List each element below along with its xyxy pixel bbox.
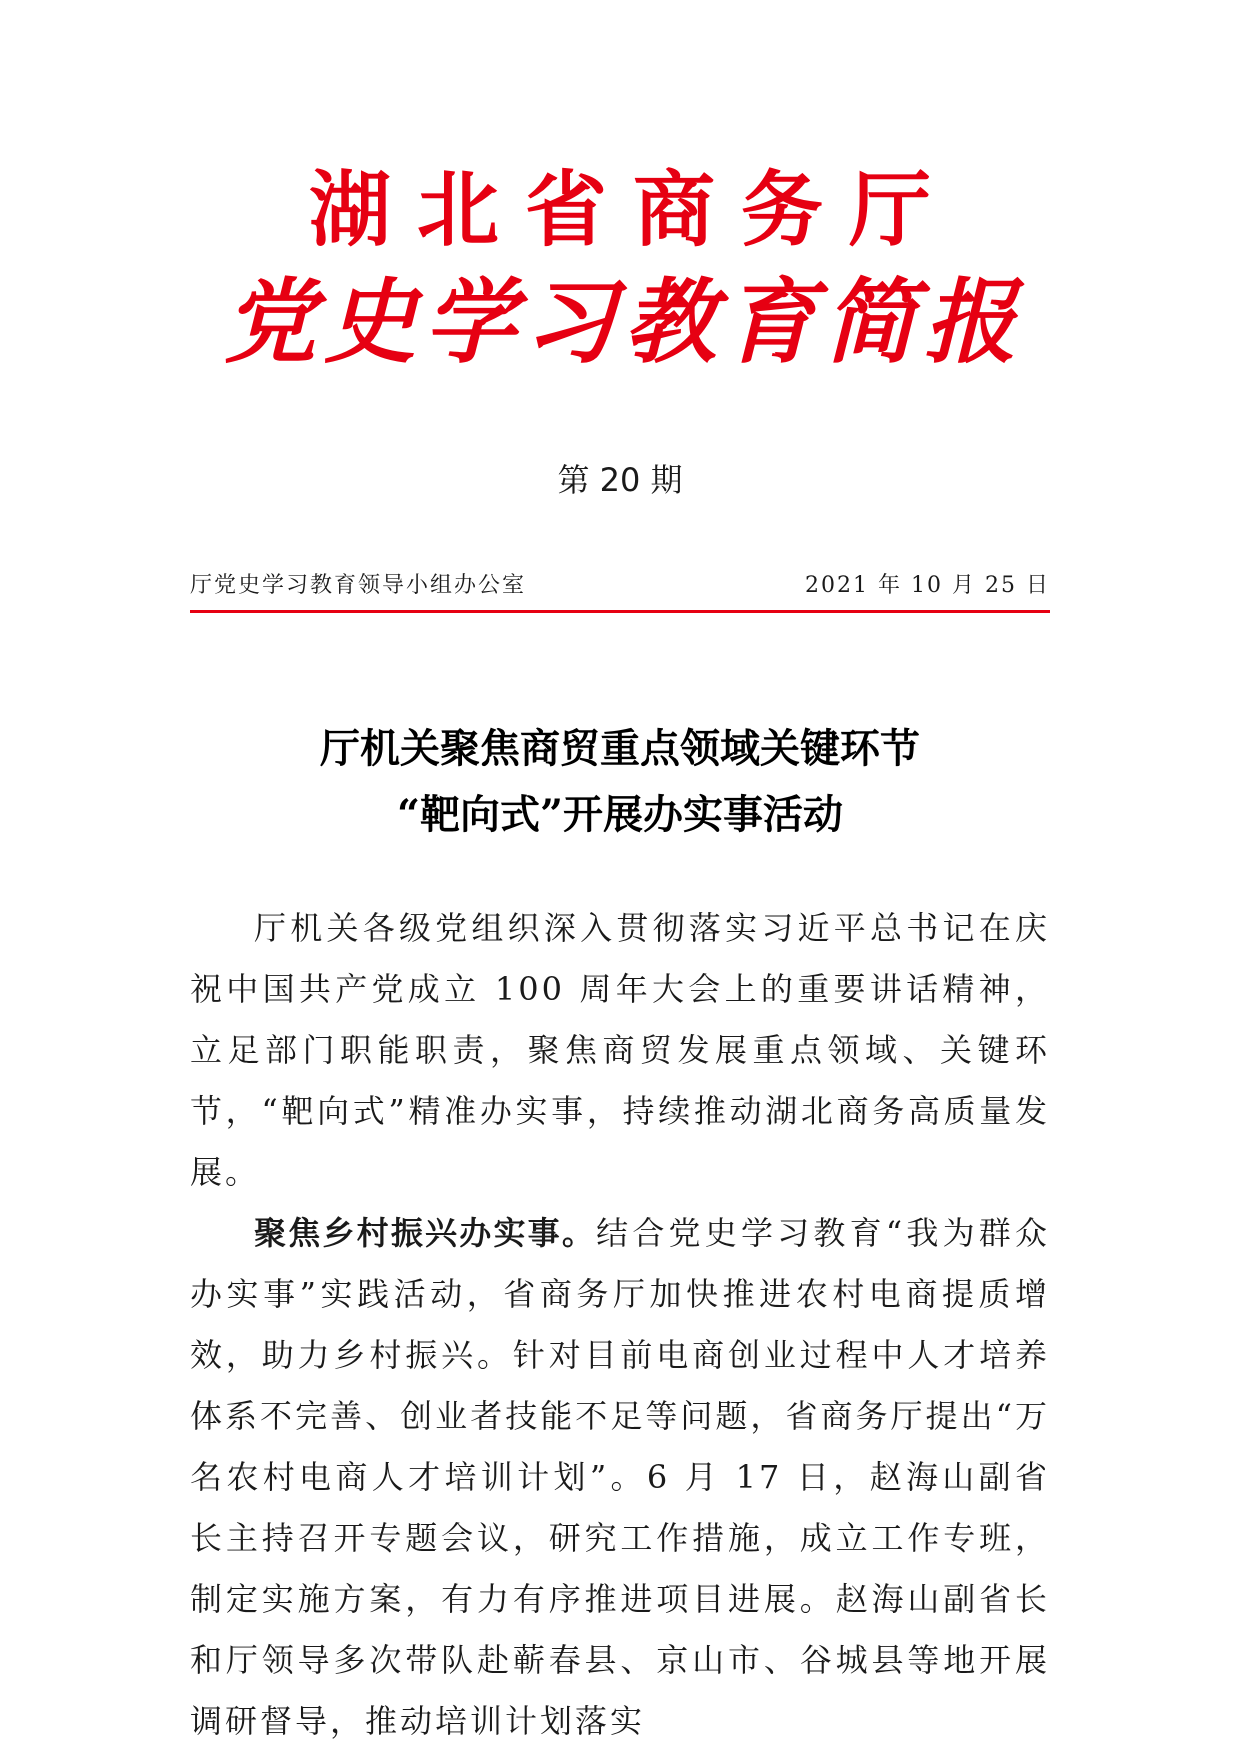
article-title-line-2: “靶向式”开展办实事活动 <box>396 791 843 838</box>
issuing-organization: 厅党史学习教育领导小组办公室 <box>190 573 527 598</box>
red-divider <box>190 610 1050 613</box>
paragraph-text: 结合党史学习教育“我为群众办实事”实践活动，省商务厅加快推进农村电商提质增效，助力乡村振兴。针对目前电商创业过程中人才培养体系不完善、创业者技能不足等问题，省商务厅提出“万名农村电商人才培训计划”。6 月 17 日，赵海山副省长主持召开专题会议，研究工作措施，成立工作专班，制定实施方案，有力有序推进项目进展。赵海山副省长和厅领导多次带队赴蕲春县、京山市、谷城县等地开展调研督导，推动培训计划落实 <box>190 1214 1050 1740</box>
article-paragraph-2 <box>190 1203 1050 1752</box>
masthead-subtitle: 党史学习教育简报 <box>223 269 1024 376</box>
article-body <box>190 898 1050 1752</box>
article-paragraph-1: 厅机关各级党组织深入贯彻落实习近平总书记在庆祝中国共产党成立 100 周年大会上的重要讲话精神，立足部门职能职责，聚焦商贸发展重点领域、关键环节，“靶向式”精准办实事，持续推动湖北商务高质量发展。 <box>190 909 1050 1191</box>
paragraph-lead: 聚焦乡村振兴办实事。 <box>254 1214 597 1252</box>
issue-number: 第 20 期 <box>557 461 683 499</box>
issue-date: 2021 年 10 月 25 日 <box>805 573 1050 598</box>
article-title <box>0 716 1240 848</box>
issue-meta-row <box>190 566 1050 606</box>
article-title-line-1: 厅机关聚焦商贸重点领域关键环节 <box>320 725 920 772</box>
masthead-title: 湖北省商务厅 <box>308 162 957 258</box>
